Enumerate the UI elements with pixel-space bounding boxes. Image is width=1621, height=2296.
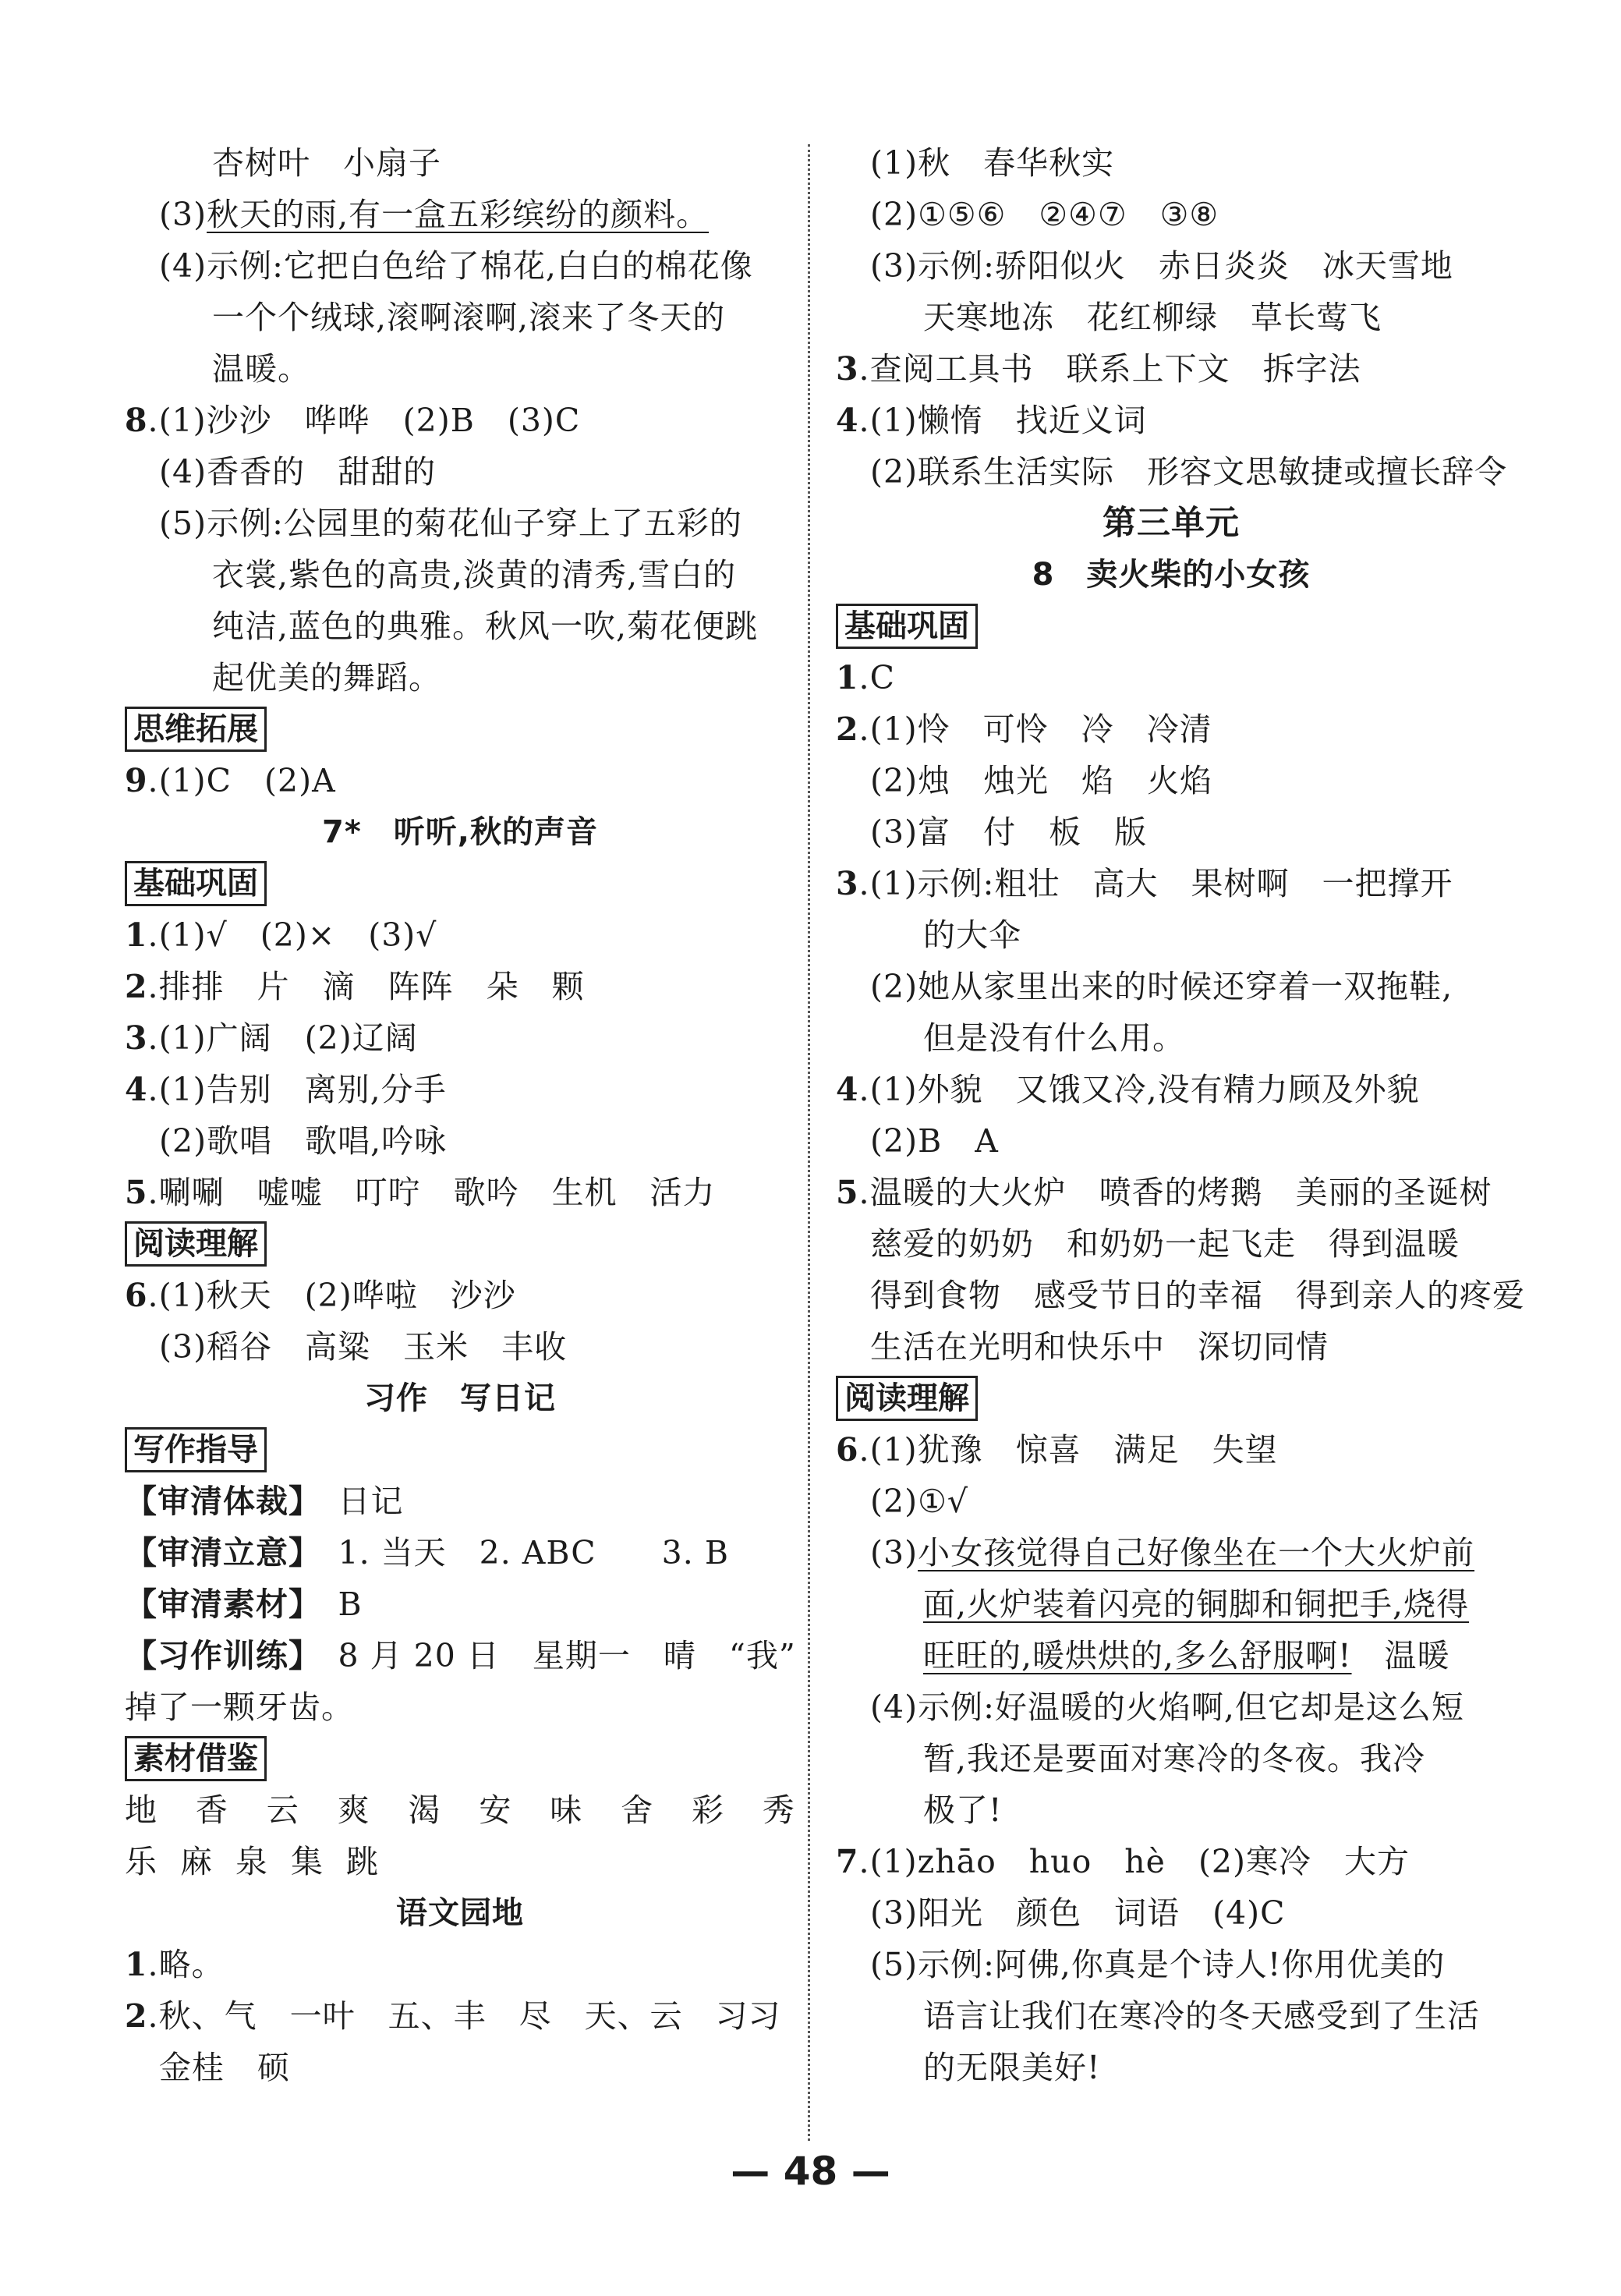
answer-line: (5)示例:阿佛,你真是个诗人!你用优美的: [870, 1946, 1446, 1983]
character: 香: [195, 1791, 228, 1829]
guide-key: 【审清素材】: [125, 1586, 306, 1623]
character: 渴: [408, 1791, 441, 1829]
answer-line: 生活在光明和快乐中 深切同情: [870, 1328, 1329, 1366]
underlined-answer: 旺旺的,暖烘烘的,多么舒服啊!: [923, 1637, 1352, 1674]
item-label: (3): [870, 1534, 918, 1571]
section-header: [836, 601, 1506, 652]
answer-line: 得到食物 感受节日的幸福 得到亲人的疼爱: [870, 1277, 1525, 1314]
answer-line: (4)示例:它把白色给了棉花,白白的棉花像: [159, 247, 753, 285]
answer-line: (3)富 付 板 版: [870, 813, 1148, 851]
answer-line: 但是没有什么用。: [923, 1019, 1185, 1057]
character: 舍: [621, 1791, 654, 1829]
answer-line: 3.(1)示例:粗壮 高大 果树啊 一把撑开: [836, 865, 1453, 902]
character: 地: [125, 1791, 157, 1829]
question-number: 2: [836, 710, 859, 748]
section-label: 素材借鉴: [125, 1736, 267, 1781]
question-number: 1: [125, 1946, 148, 1983]
answer-line: 3.(1)广阔 (2)辽阔: [125, 1019, 418, 1057]
section-header: [125, 1424, 795, 1476]
section-label: 思维拓展: [125, 707, 267, 752]
section-label: 基础巩固: [125, 861, 267, 906]
guide-key: 【习作训练】: [125, 1637, 306, 1674]
character: 云: [266, 1791, 299, 1829]
question-number: 2: [125, 968, 148, 1005]
guide-key: 【审清体裁】: [125, 1483, 306, 1520]
section-label: 阅读理解: [836, 1376, 978, 1421]
answer-line: [836, 1578, 1506, 1630]
answer-line: 的无限美好!: [923, 2049, 1101, 2086]
lesson-title: 习作 写日记: [364, 1380, 556, 1416]
answer-line: 6.(1)秋天 (2)哗啦 沙沙: [125, 1277, 516, 1314]
answer-line: 3.查阅工具书 联系上下文 拆字法: [836, 350, 1361, 388]
answer-line: 杏树叶 小扇子: [212, 144, 441, 182]
answer-line: 8.(1)沙沙 哗哗 (2)B (3)C: [125, 402, 581, 439]
question-number: 7: [836, 1843, 859, 1880]
answer-line: (3)稻谷 高粱 玉米 丰收: [159, 1328, 568, 1366]
character: 爽: [337, 1791, 370, 1829]
lesson-title: 7* 听听,秋的声音: [322, 814, 598, 850]
answer-line: (2)联系生活实际 形容文思敏捷或擅长辞令: [870, 453, 1508, 491]
question-number: 5: [125, 1174, 148, 1211]
column-divider: [808, 144, 810, 2141]
section-label: 基础巩固: [836, 604, 978, 649]
answer-line: 9.(1)C (2)A: [125, 762, 336, 799]
answer-line: 4.(1)外貌 又饿又冷,没有精力顾及外貌: [836, 1071, 1420, 1108]
question-number: 6: [836, 1431, 859, 1469]
answer-line: 4.(1)告别 离别,分手: [125, 1071, 447, 1108]
answer-line: 起优美的舞蹈。: [212, 659, 441, 696]
section-header: [125, 703, 795, 755]
answer-line: 1.略。: [125, 1946, 225, 1983]
guide-line: 【审清立意】 1. 当天 2. ABC 3. B: [125, 1534, 729, 1571]
section-label: 写作指导: [125, 1427, 267, 1472]
question-number: 4: [125, 1071, 148, 1108]
page-number: — 48 —: [731, 2149, 890, 2194]
question-number: 8: [125, 402, 148, 439]
answer-line: 掉了一颗牙齿。: [125, 1688, 354, 1726]
answer-line: 纯洁,蓝色的典雅。秋风一吹,菊花便跳: [212, 608, 759, 645]
guide-line: 【审清体裁】 日记: [125, 1483, 404, 1520]
guide-line: 【审清素材】 B: [125, 1586, 363, 1623]
answer-line: 天寒地冻 花红柳绿 草长莺飞: [923, 299, 1382, 336]
answer-line: (4)香香的 甜甜的: [159, 453, 437, 491]
answer-line: 语言让我们在寒冷的冬天感受到了生活: [923, 1997, 1480, 2035]
guide-line: 【习作训练】 8 月 20 日 星期一 晴 “我”: [125, 1637, 796, 1674]
right-column: [836, 137, 1525, 2093]
answer-line: [125, 189, 795, 240]
answer-line: 4.(1)懒惰 找近义词: [836, 402, 1147, 439]
answer-line: (5)示例:公园里的菊花仙子穿上了五彩的: [159, 505, 742, 542]
answer-line: 极了!: [923, 1791, 1003, 1829]
answer-line: (2)歌唱 歌唱,吟咏: [159, 1122, 448, 1160]
answer-line: (2)烛 烛光 焰 火焰: [870, 762, 1213, 799]
answer-line: 慈爱的奶奶 和奶奶一起飞走 得到温暖: [870, 1225, 1460, 1263]
answer-line: 旺旺的,暖烘烘的,多么舒服啊! 温暖: [923, 1637, 1450, 1674]
character: 味: [550, 1791, 583, 1829]
question-number: 3: [125, 1019, 148, 1057]
question-number: 5: [836, 1174, 859, 1211]
question-number: 2: [125, 1997, 148, 2035]
answer-line: 一个个绒球,滚啊滚啊,滚来了冬天的: [212, 299, 726, 336]
section-header: [836, 1373, 1506, 1424]
section-header: [125, 858, 795, 909]
unit-title: 第三单元: [1102, 504, 1240, 543]
answer-line: 金桂 硕: [159, 2049, 290, 2086]
question-number: 3: [836, 350, 859, 388]
question-number: 6: [125, 1277, 148, 1314]
character: 彩: [692, 1791, 724, 1829]
section-header: [125, 1733, 795, 1784]
lesson-title: 语文园地: [396, 1895, 524, 1931]
underlined-answer: 面,火炉装着闪亮的铜脚和铜把手,烧得: [923, 1586, 1470, 1623]
answer-line: (4)示例:好温暖的火焰啊,但它却是这么短: [870, 1688, 1464, 1726]
section-label: 阅读理解: [125, 1221, 267, 1267]
question-number: 1: [125, 916, 148, 954]
character: 秀: [762, 1791, 795, 1829]
character-row: 乐麻泉集跳: [125, 1843, 402, 1880]
item-label: (3): [159, 196, 207, 233]
answer-line: 2.秋、气 一叶 五、丰 尽 天、云 习习: [125, 1997, 781, 2035]
guide-key: 【审清立意】: [125, 1534, 306, 1571]
answer-line: 1.(1)√ (2)× (3)√: [125, 916, 437, 954]
answer-line: 衣裳,紫色的高贵,淡黄的清秀,雪白的: [212, 556, 737, 593]
underlined-answer: 小女孩觉得自己好像坐在一个大火炉前: [918, 1534, 1475, 1571]
question-number: 3: [836, 865, 859, 902]
underlined-answer: 秋天的雨,有一盒五彩缤纷的颜料。: [207, 196, 710, 233]
answer-line: 的大伞: [923, 916, 1021, 954]
section-header: [125, 1218, 795, 1270]
answer-line: 1.C: [836, 659, 895, 696]
answer-line: (2)①⑤⑥ ②④⑦ ③⑧: [870, 196, 1219, 233]
answer-line: 5.唰唰 嘘嘘 叮咛 歌吟 生机 活力: [125, 1174, 716, 1211]
answer-line: (1)秋 春华秋实: [870, 144, 1115, 182]
left-column: [125, 137, 795, 2093]
answer-line: 暂,我还是要面对寒冷的冬夜。我冷: [923, 1740, 1426, 1777]
answer-line: (2)①√: [870, 1483, 968, 1520]
question-number: 4: [836, 1071, 859, 1108]
character: 安: [479, 1791, 512, 1829]
answer-line: 5.温暖的大火炉 喷香的烤鹅 美丽的圣诞树: [836, 1174, 1492, 1211]
answer-line: [836, 1527, 1506, 1578]
question-number: 9: [125, 762, 148, 799]
answer-line: 2.排排 片 滴 阵阵 朵 颗: [125, 968, 585, 1005]
answer-line: 7.(1)zhāo huo hè (2)寒冷 大方: [836, 1843, 1410, 1880]
character-row: [125, 1784, 795, 1836]
question-number: 4: [836, 402, 859, 439]
question-number: 1: [836, 659, 859, 696]
answer-line: 2.(1)怜 可怜 冷 冷清: [836, 710, 1212, 748]
lesson-title: 8 卖火柴的小女孩: [1032, 557, 1311, 593]
answer-line: (3)阳光 颜色 词语 (4)C: [870, 1894, 1286, 1932]
answer-line: 6.(1)犹豫 惊喜 满足 失望: [836, 1431, 1278, 1469]
answer-line: 温暖。: [212, 350, 310, 388]
answer-line: (3)示例:骄阳似火 赤日炎炎 冰天雪地: [870, 247, 1453, 285]
answer-line: (2)她从家里出来的时候还穿着一双拖鞋,: [870, 968, 1453, 1005]
answer-line: (2)B A: [870, 1122, 999, 1160]
